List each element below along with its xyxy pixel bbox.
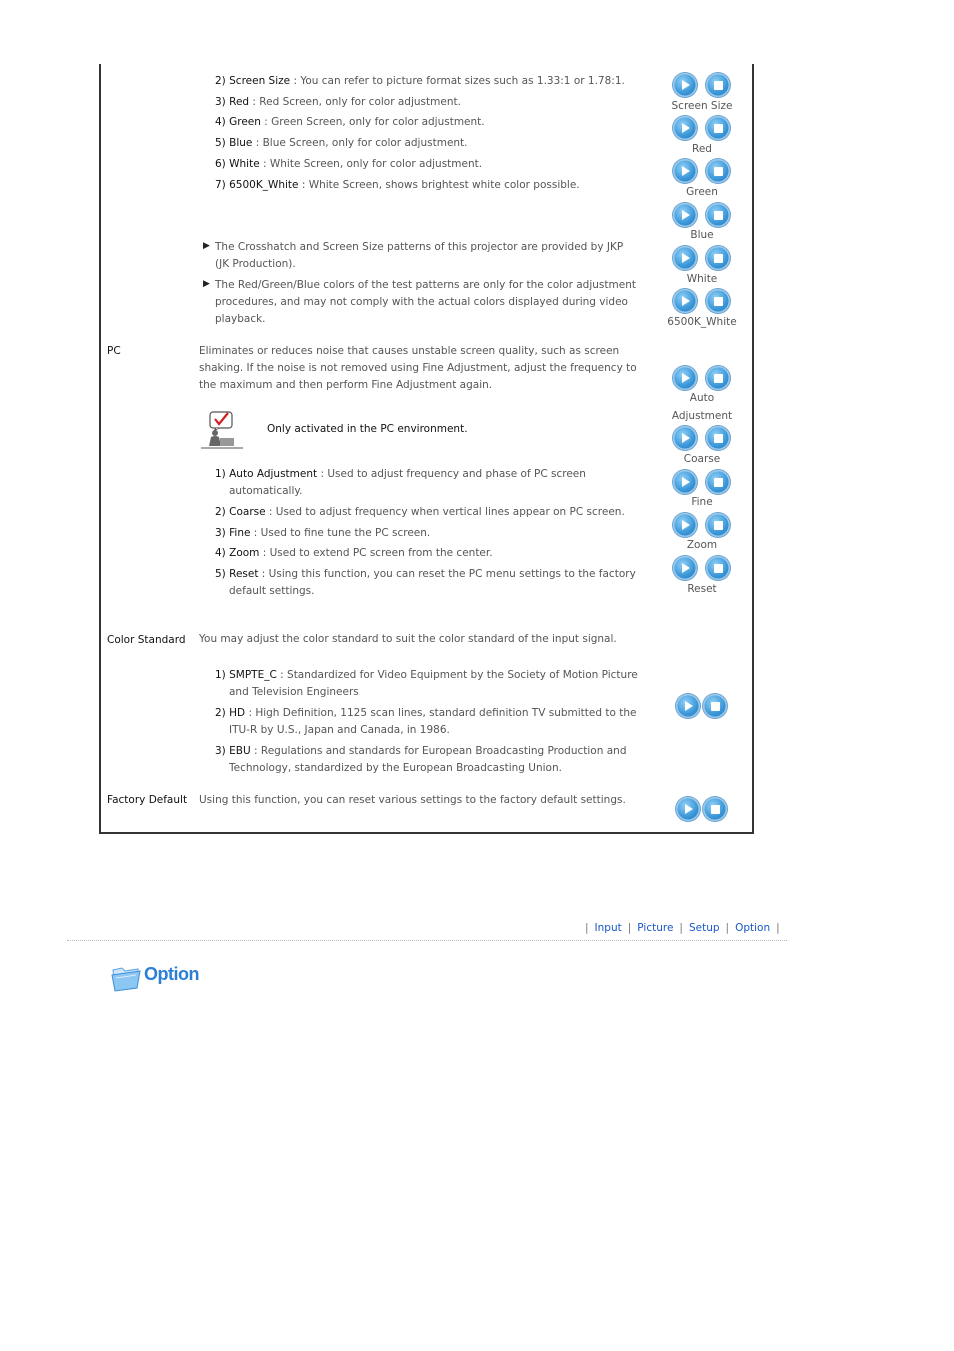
list-item: 4) Green : Green Screen, only for color adjustment. bbox=[215, 116, 485, 128]
play-icon[interactable] bbox=[673, 159, 697, 183]
note-text: The Red/Green/Blue colors of the test patterns are only for the color adjustment procedures, and may not comply with the actual colors displayed during video playback. bbox=[215, 279, 636, 325]
play-icon[interactable] bbox=[673, 246, 697, 270]
list-item: 1) Auto Adjustment : Used to adjust frequency and phase of PC screen automatically. bbox=[215, 468, 586, 497]
section-label-factory-default: Factory Default bbox=[107, 794, 188, 806]
button-caption: Reset bbox=[687, 583, 717, 595]
button-caption: Green bbox=[686, 186, 718, 198]
stop-icon[interactable] bbox=[706, 116, 730, 140]
factory-default-buttons[interactable] bbox=[676, 797, 736, 823]
list-item: 3) Red : Red Screen, only for color adjustment. bbox=[215, 96, 461, 108]
play-icon[interactable] bbox=[673, 556, 697, 580]
button-caption: Blue bbox=[690, 229, 714, 241]
memo-text: Only activated in the PC environment. bbox=[267, 423, 468, 435]
list-item: 7) 6500K_White : White Screen, shows brightest white color possible. bbox=[215, 179, 580, 191]
stop-icon[interactable] bbox=[703, 797, 727, 821]
list-item: 3) Fine : Used to fine tune the PC screen. bbox=[215, 527, 431, 539]
play-icon[interactable] bbox=[676, 797, 700, 821]
stop-icon[interactable] bbox=[706, 203, 730, 227]
nav-link-picture[interactable]: Picture bbox=[637, 922, 674, 934]
bullet-arrow-icon: ▶ bbox=[203, 279, 210, 289]
section-desc-factory-default: Using this function, you can reset various settings to the factory default settings. bbox=[199, 794, 626, 806]
screen-size-buttons[interactable] bbox=[673, 73, 733, 99]
button-caption: Screen Size bbox=[671, 100, 733, 112]
list-item: 3) EBU : Regulations and standards for European Broadcasting Production and Technology, standardized by the European Broadcasting Union. bbox=[215, 745, 627, 774]
button-caption: Zoom bbox=[686, 539, 718, 551]
section-desc-color-standard: You may adjust the color standard to suit the color standard of the input signal. bbox=[199, 633, 617, 645]
list-item: 5) Reset : Using this function, you can reset the PC menu settings to the factory default settings. bbox=[215, 568, 636, 597]
list-item: 2) HD : High Definition, 1125 scan lines, standard definition TV submitted to the ITU-R by U.S., Japan and Canada, in 1986. bbox=[215, 707, 637, 736]
button-caption: Auto bbox=[689, 392, 715, 404]
section-desc-pc: Eliminates or reduces noise that causes unstable screen quality, such as screen shaking. If the noise is not removed using Fine Adjustment, adjust the frequency to the maximum and then perform Fine Adjustment again. bbox=[199, 345, 637, 391]
folder-icon bbox=[110, 962, 144, 992]
button-caption: Red bbox=[692, 143, 712, 155]
button-caption: Coarse bbox=[683, 453, 721, 465]
bullet-arrow-icon: ▶ bbox=[203, 241, 210, 251]
coarse-buttons[interactable] bbox=[673, 426, 733, 452]
play-icon[interactable] bbox=[673, 470, 697, 494]
note-text: The Crosshatch and Screen Size patterns of this projector are provided by JKP (JK Production). bbox=[215, 241, 624, 270]
play-icon[interactable] bbox=[673, 203, 697, 227]
list-item: 4) Zoom : Used to extend PC screen from the center. bbox=[215, 547, 493, 559]
memo-icon bbox=[201, 410, 245, 450]
play-icon[interactable] bbox=[676, 694, 700, 718]
stop-icon[interactable] bbox=[703, 694, 727, 718]
section-nav: | Input | Picture | Setup | Option | bbox=[585, 922, 780, 934]
green-buttons[interactable] bbox=[673, 159, 733, 185]
button-caption: White bbox=[686, 273, 718, 285]
stop-icon[interactable] bbox=[706, 470, 730, 494]
page-title: Option bbox=[144, 964, 199, 984]
stop-icon[interactable] bbox=[706, 426, 730, 450]
white-buttons[interactable] bbox=[673, 246, 733, 272]
play-icon[interactable] bbox=[673, 289, 697, 313]
play-icon[interactable] bbox=[673, 73, 697, 97]
stop-icon[interactable] bbox=[706, 73, 730, 97]
button-caption: Adjustment bbox=[671, 410, 733, 422]
stop-icon[interactable] bbox=[706, 366, 730, 390]
stop-icon[interactable] bbox=[706, 289, 730, 313]
reset-buttons[interactable] bbox=[673, 556, 733, 582]
play-icon[interactable] bbox=[673, 513, 697, 537]
button-caption: 6500K_White bbox=[667, 316, 737, 328]
6500k-white-buttons[interactable] bbox=[673, 289, 733, 315]
section-label-color-standard: Color Standard bbox=[107, 634, 186, 646]
stop-icon[interactable] bbox=[706, 556, 730, 580]
list-item: 6) White : White Screen, only for color adjustment. bbox=[215, 158, 483, 170]
play-icon[interactable] bbox=[673, 116, 697, 140]
section-label-pc: PC bbox=[107, 345, 121, 357]
list-item: 5) Blue : Blue Screen, only for color adjustment. bbox=[215, 137, 468, 149]
nav-link-input[interactable]: Input bbox=[594, 922, 622, 934]
stop-icon[interactable] bbox=[706, 513, 730, 537]
stop-icon[interactable] bbox=[706, 246, 730, 270]
divider bbox=[67, 940, 787, 941]
button-caption: Fine bbox=[691, 496, 713, 508]
list-item: 2) Coarse : Used to adjust frequency when vertical lines appear on PC screen. bbox=[215, 506, 625, 518]
play-icon[interactable] bbox=[673, 426, 697, 450]
color-standard-buttons[interactable] bbox=[676, 694, 736, 720]
list-item: 2) Screen Size : You can refer to picture format sizes such as 1.33:1 or 1.78:1. bbox=[215, 75, 625, 87]
play-icon[interactable] bbox=[673, 366, 697, 390]
nav-link-setup[interactable]: Setup bbox=[688, 922, 720, 934]
list-item: 1) SMPTE_C : Standardized for Video Equipment by the Society of Motion Picture and Television Engineers bbox=[215, 669, 638, 698]
red-buttons[interactable] bbox=[673, 116, 733, 142]
nav-link-option[interactable]: Option bbox=[735, 922, 771, 934]
stop-icon[interactable] bbox=[706, 159, 730, 183]
